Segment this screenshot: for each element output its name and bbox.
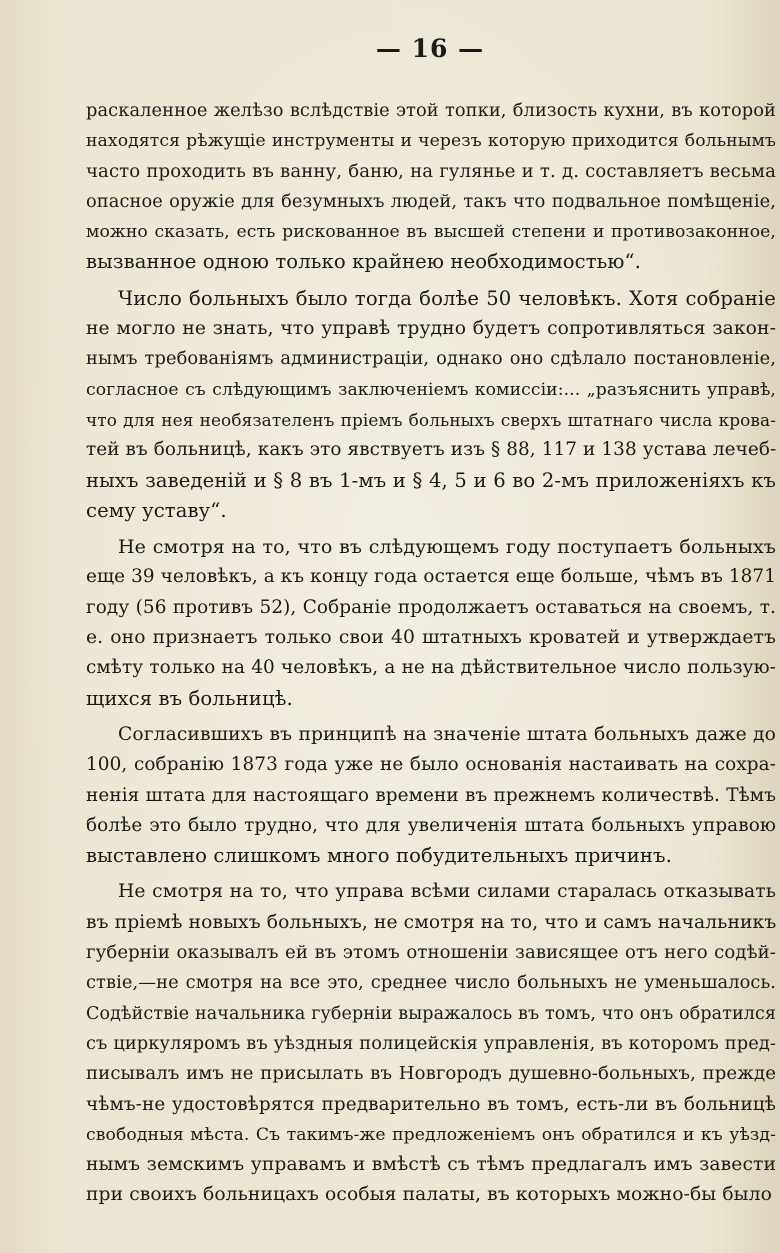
text-line: выставлено слишкомъ много побудительныхъ причинъ. (86, 844, 672, 868)
text-line: е. оно признаетъ только свои 40 штатныхъ кроватей и утверждаетъ (86, 627, 776, 649)
text-line: сему уставу“. (86, 498, 227, 522)
text-line: Содѣйствіе начальника губерніи выражалось въ томъ, что онъ обратился (86, 1003, 776, 1024)
text-line: нымъ земскимъ управамъ и вмѣстѣ съ тѣмъ предлагалъ имъ завести (86, 1154, 776, 1176)
text-line: Не смотря на то, что въ слѣдующемъ году поступаетъ больныхъ (118, 536, 776, 559)
text-line: смѣту только на 40 человѣкъ, а не на дѣйствительное число пользую- (86, 657, 776, 679)
text-line: ствіе,—не смотря на все это, среднее число больныхъ не уменьшалось. (86, 972, 776, 994)
text-line: губерніи оказывалъ ей въ этомъ отношеніи зависящее отъ него содѣй- (86, 942, 776, 964)
text-line: вызванное одною только крайнею необходимостью“. (86, 250, 641, 274)
text-line: нымъ требованіямъ администраціи, однако оно сдѣлало постановленіе, (86, 348, 776, 370)
text-line: Число больныхъ было тогда болѣе 50 человѣкъ. Хотя собраніе (118, 286, 776, 310)
text-line: что для нея необязателенъ пріемъ больныхъ сверхъ штатнаго числа крова- (86, 409, 776, 430)
body-text (86, 96, 776, 1211)
page-number: — 16 — (375, 34, 485, 63)
text-line: часто проходить въ ванну, баню, на гулянье и т. д. составляетъ весьма (86, 160, 776, 182)
text-line: можно сказать, есть рискованное въ высшей степени и противозаконное, (86, 222, 776, 243)
paragraph (86, 877, 776, 1210)
text-line: ненія штата для настоящаго времени въ прежнемъ количествѣ. Тѣмъ (86, 784, 776, 806)
text-line: въ пріемѣ новыхъ больныхъ, не смотря на то, что и самъ начальникъ (86, 911, 777, 933)
paragraph (86, 284, 776, 526)
text-line: опасное оружіе для безумныхъ людей, такъ что подвальное помѣщеніе, (86, 190, 776, 212)
text-line: при своихъ больницахъ особыя палаты, въ которыхъ можно-бы было (86, 1184, 772, 1206)
text-line: году (56 противъ 52), Собраніе продолжаетъ оставаться на своемъ, т. (86, 596, 776, 618)
text-line: писывалъ имъ не присылать въ Новгородъ душевно-больныхъ, прежде (86, 1063, 776, 1085)
text-line: Согласившихъ въ принципѣ на значеніе штата больныхъ даже до (118, 723, 776, 745)
text-line: находятся рѣжущіе инструменты и черезъ которую приходится больнымъ (86, 131, 776, 152)
text-line: раскаленное желѣзо вслѣдствіе этой топки, близость кухни, въ которой (86, 100, 776, 121)
text-line: щихся въ больницѣ. (86, 686, 293, 710)
text-line: съ циркуляромъ въ уѣздныя полицейскія управленія, въ которомъ пред- (86, 1032, 776, 1054)
text-line: свободныя мѣста. Съ такимъ-же предложеніемъ онъ обратился и къ уѣзд- (86, 1124, 776, 1145)
paragraph (86, 96, 776, 278)
text-line: тей въ больницѣ, какъ это явствуетъ изъ § 88, 117 и 138 устава лечеб- (86, 439, 777, 461)
text-line: еще 39 человѣкъ, а къ концу года остается еще больше, чѣмъ въ 1871 (86, 566, 777, 588)
text-line: не могло не знать, что управѣ трудно будетъ сопротивляться закон- (86, 318, 776, 340)
text-line: согласное съ слѣдующимъ заключеніемъ комиссіи:... „разъяснить управѣ, (86, 379, 776, 400)
text-line: чѣмъ-не удостовѣрятся предварительно въ томъ, есть-ли въ больницѣ (86, 1093, 776, 1115)
paragraph (86, 720, 776, 871)
text-line: Не смотря на то, что управа всѣми силами старалась отказывать (118, 881, 776, 903)
text-line: ныхъ заведеній и § 8 въ 1-мъ и § 4, 5 и 6 во 2-мъ приложеніяхъ къ (86, 468, 776, 492)
text-line: болѣе это было трудно, что для увеличенія штата больныхъ управою (86, 814, 776, 836)
paragraph (86, 532, 776, 714)
text-line: 100, собранію 1873 года уже не было основанія настаивать на сохра- (86, 754, 776, 776)
